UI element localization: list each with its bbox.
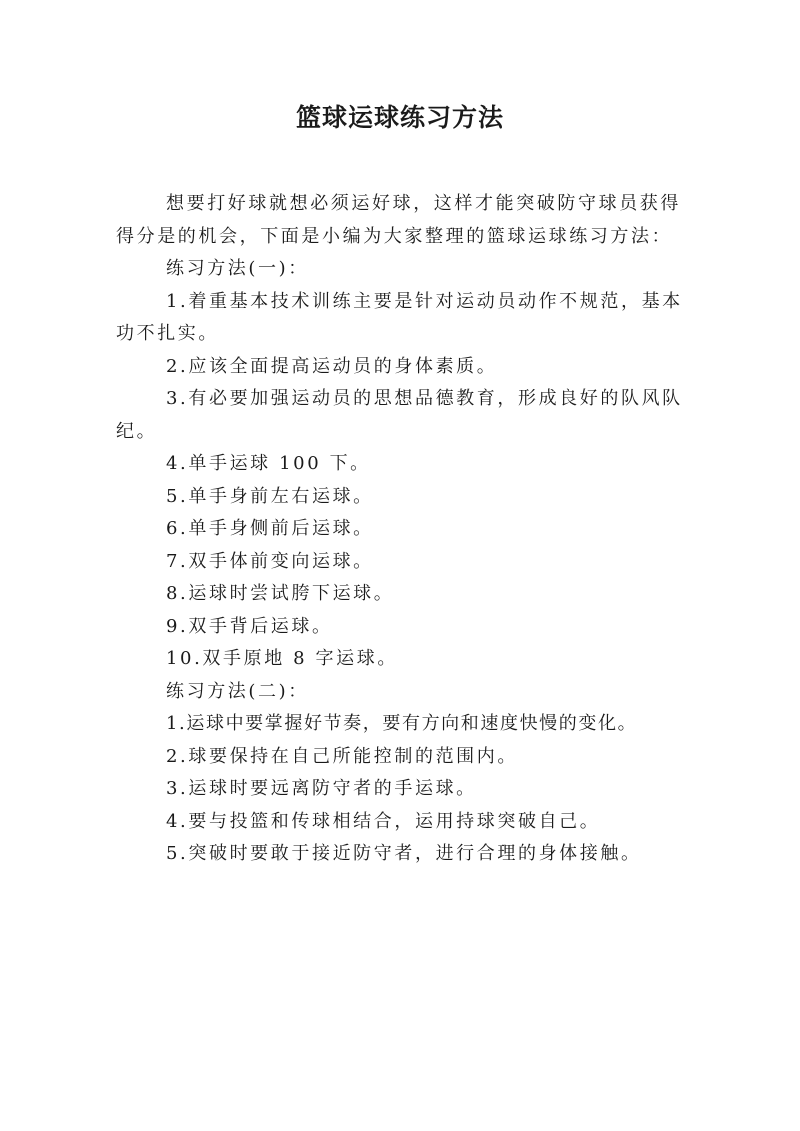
section-heading-method-2: 练习方法(二)： [166,680,309,702]
method-1-item-6: 6.单手身侧前后运球。 [166,518,374,539]
method-2-item-3: 3.运球时要远离防守者的手运球。 [166,778,477,799]
method-1-item-8: 8.运球时尝试胯下运球。 [166,583,395,604]
method-1-item-9: 9.双手背后运球。 [166,615,333,637]
method-1-item-3: 3.有必要加强运动员的思想品德教育，形成良好的队风队纪。 [116,388,683,442]
method-1-item-1: 1.着重基本技术训练主要是针对运动员动作不规范，基本功不扎实。 [116,290,683,344]
document-title: 篮球运球练习方法 [295,103,504,132]
method-1-item-7: 7.双手体前变向运球。 [166,550,374,572]
method-1-item-4: 4.单手运球 100 下。 [166,453,371,474]
method-1-item-10: 10.双手原地 8 字运球。 [166,648,398,669]
document-body [116,188,696,871]
section-heading-method-1: 练习方法(一)： [166,258,309,279]
intro-paragraph: 想要打好球就想必须运好球，这样才能突破防守球员获得得分是的机会，下面是小编为大家整理的篮球运球练习方法： [116,193,681,247]
method-2-item-1: 1.运球中要掌握好节奏，要有方向和速度快慢的变化。 [166,713,638,734]
method-1-item-2: 2.应该全面提高运动员的身体素质。 [166,355,498,377]
method-1-item-5: 5.单手身前左右运球。 [166,485,374,507]
method-2-item-5: 5.突破时要敢于接近防守者，进行合理的身体接触。 [166,843,642,864]
method-2-item-2: 2.球要保持在自己所能控制的范围内。 [166,745,518,767]
method-2-item-4: 4.要与投篮和传球相结合，运用持球突破自己。 [166,810,601,832]
